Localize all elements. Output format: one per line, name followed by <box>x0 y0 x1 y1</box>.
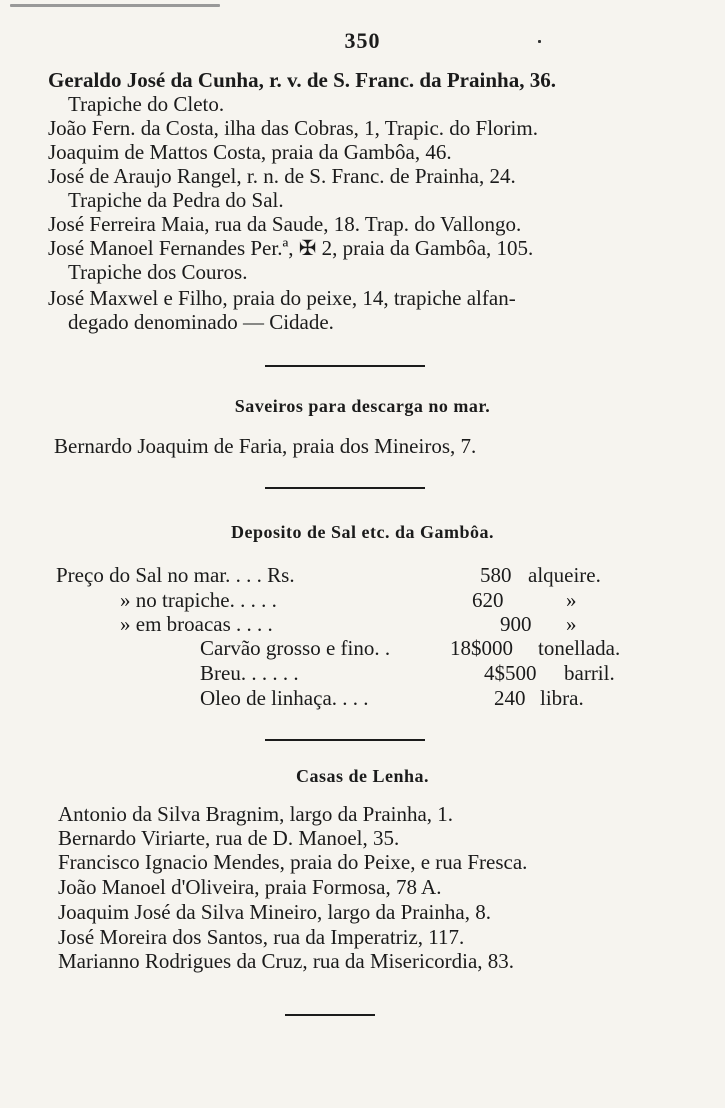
list-item: degado denominado — Cidade. <box>68 310 334 334</box>
price-label: » em broacas . . . . <box>120 612 273 636</box>
price-unit: barril. <box>564 661 615 685</box>
section-heading-saveiros: Saveiros para descarga no mar. <box>234 396 491 416</box>
section-divider <box>265 739 425 741</box>
list-item: Francisco Ignacio Mendes, praia do Peixe, e rua Fresca. <box>58 850 528 874</box>
price-label: Carvão grosso e fino. . <box>200 636 391 660</box>
list-item: Bernardo Viriarte, rua de D. Manoel, 35. <box>58 826 400 850</box>
scan-mark <box>10 4 220 7</box>
section-divider <box>265 487 425 489</box>
list-item: João Manoel d'Oliveira, praia Formosa, 78 A. <box>58 875 442 899</box>
list-item: José Manoel Fernandes Per.ª, ✠ 2, praia da Gambôa, 105. <box>48 236 534 260</box>
section-divider <box>285 1014 375 1016</box>
price-unit: alqueire. <box>528 563 601 587</box>
list-item: Trapiche da Pedra do Sal. <box>68 188 284 212</box>
price-unit: tonellada. <box>538 636 621 660</box>
list-item: José Maxwel e Filho, praia do peixe, 14, trapiche alfan- <box>48 286 516 310</box>
list-item: Marianno Rodrigues da Cruz, rua da Misericordia, 83. <box>58 949 515 973</box>
price-unit: » <box>566 612 577 636</box>
price-unit: » <box>566 588 577 612</box>
section-divider <box>265 365 425 367</box>
price-label: Preço do Sal no mar. . . . Rs. <box>56 563 295 587</box>
list-item: José Ferreira Maia, rua da Saude, 18. Trap. do Vallongo. <box>48 212 522 236</box>
list-item: Joaquim de Mattos Costa, praia da Gambôa, 46. <box>48 140 452 164</box>
price-value: 18$000 <box>450 636 513 660</box>
price-value: 900 <box>500 612 532 636</box>
section-heading-lenha: Casas de Lenha. <box>295 766 430 786</box>
list-item: Bernardo Joaquim de Faria, praia dos Mineiros, 7. <box>54 434 477 458</box>
price-value: 4$500 <box>484 661 537 685</box>
price-label: Oleo de linhaça. . . . <box>200 686 369 710</box>
price-label: Breu. . . . . . <box>200 661 299 685</box>
section-heading-deposito: Deposito de Sal etc. da Gambôa. <box>231 522 494 542</box>
page-number: 350 <box>344 28 381 53</box>
price-value: 240 <box>494 686 526 710</box>
list-item: Antonio da Silva Bragnim, largo da Prainha, 1. <box>58 802 454 826</box>
list-item: José de Araujo Rangel, r. n. de S. Franc. de Prainha, 24. <box>48 164 516 188</box>
list-item: Trapiche do Cleto. <box>68 92 225 116</box>
list-item: José Moreira dos Santos, rua da Imperatriz, 117. <box>58 925 465 949</box>
list-item: Trapiche dos Couros. <box>68 260 248 284</box>
list-item: João Fern. da Costa, ilha das Cobras, 1, Trapic. do Florim. <box>48 116 538 140</box>
price-label: » no trapiche. . . . . <box>120 588 277 612</box>
list-item: Joaquim José da Silva Mineiro, largo da Prainha, 8. <box>58 900 491 924</box>
price-unit: libra. <box>540 686 584 710</box>
list-item: Geraldo José da Cunha, r. v. de S. Franc. da Prainha, 36. <box>48 68 556 92</box>
price-value: 620 <box>472 588 504 612</box>
price-value: 580 <box>480 563 512 587</box>
